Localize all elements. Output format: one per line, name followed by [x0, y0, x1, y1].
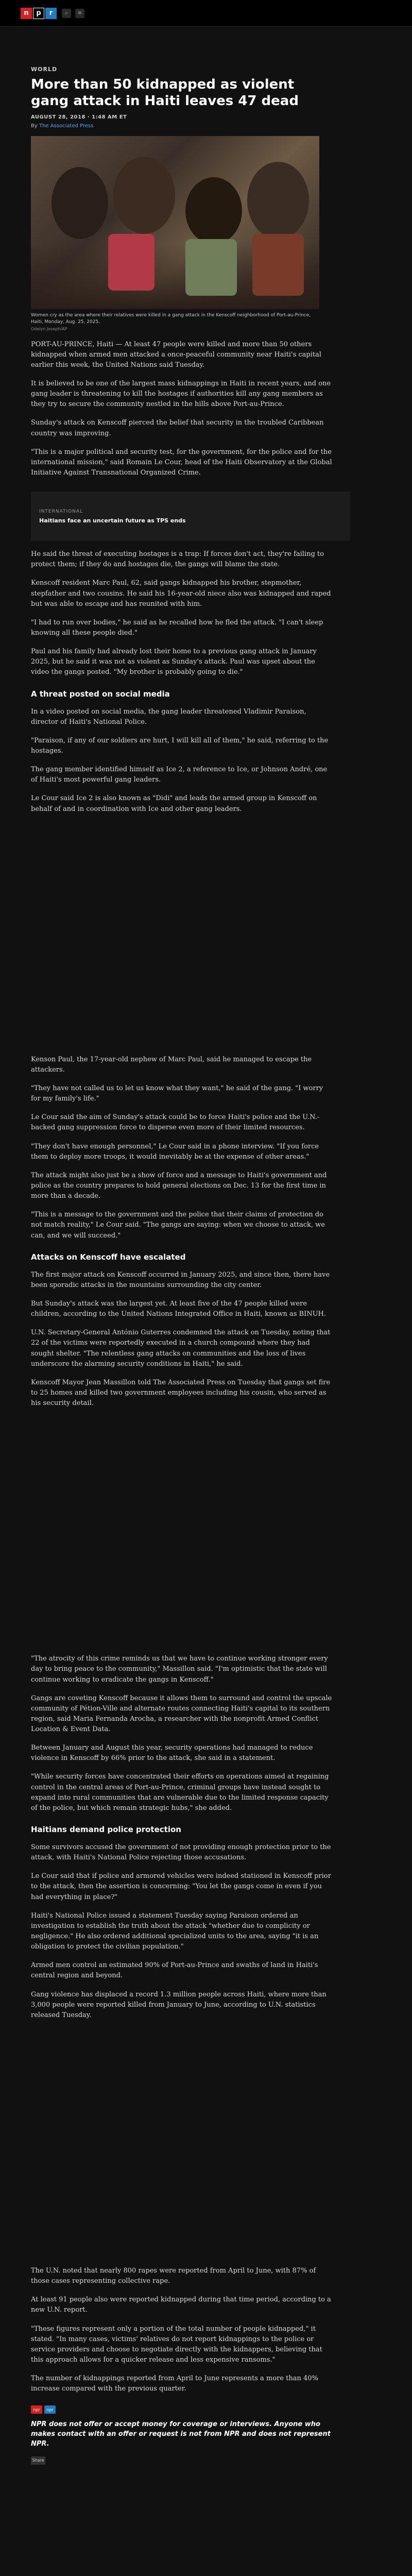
- embedded-media-placeholder: [31, 825, 350, 1046]
- photo-caption: Women cry as the area where their relatives were killed in a gang attack in the Kenscoff neighborhood of Port-au-Prince, Haiti, Monday, Aug. 25, 2025.: [31, 313, 311, 325]
- paragraph: The attack might also just be a show of force and a message to Haiti's government and police as the country prepares to hold general elections on Dec. 13 for the first time in more than a decade.: [31, 1171, 327, 1200]
- embedded-media-placeholder: [31, 1419, 350, 1646]
- top-bar: [0, 0, 412, 27]
- article-date: AUGUST 28, 2018 · 1:48 AM ET: [31, 114, 127, 121]
- paragraph: The first major attack on Kenscoff occurred in January 2025, and since then, there have been sporadic attacks in the mountains surrounding the city center.: [31, 1270, 330, 1289]
- subheading: Haitians demand police protection: [31, 1825, 181, 1835]
- paragraph: Le Cour said the aim of Sunday's attack could be to force Haiti's police and the U.N.-backed gang suppression force to disperse even more of their limited resources.: [31, 1113, 320, 1132]
- paragraph: Armed men control an estimated 90% of Port-au-Prince and swaths of land in Haiti's central region and beyond.: [31, 1961, 318, 1980]
- paragraph: Gang violence has displaced a record 1.3 million people across Haiti, where more than 3,000 people were reported killed from January to June, according to U.N. statistics released Tuesday.: [31, 1990, 327, 2019]
- paragraph: Sunday's attack on Kenscoff pierced the belief that security in the troubled Caribbean country was improving.: [31, 419, 324, 437]
- promo-title[interactable]: Haitians face an uncertain future as TPS ends: [39, 517, 186, 524]
- share-row: [31, 2405, 384, 2414]
- paragraph: The gang member identified himself as Ice 2, a reference to Ice, or Johnson André, one of Haiti's most powerful gang leaders.: [31, 766, 328, 784]
- byline-author-link[interactable]: The Associated Press: [39, 123, 94, 129]
- paragraph: But Sunday's attack was the largest yet. At least five of the 47 people killed were children, according to the United Nations Integrated Office in Haiti, known as BINUH.: [31, 1299, 327, 1318]
- promo-kicker: INTERNATIONAL: [39, 509, 83, 514]
- subheading: Attacks on Kenscoff have escalated: [31, 1252, 186, 1262]
- paragraph: Gangs are coveting Kenscoff because it allows them to surround and control the upscale community of Pétion-Ville and alternate routes connecting Haiti's capital to its southern region, said Maria Fernanda Arocha, a researcher with the nonprofit Armed Conflict Location & Event Data.: [31, 1694, 332, 1734]
- npr-logo[interactable]: [21, 8, 57, 19]
- article-title: More than 50 kidnapped as violent gang attack in Haiti leaves 47 dead: [31, 77, 299, 109]
- paragraph: "This is a major political and security test, for the government, for the police and for the international mission," said Romain Le Cour, head of the Haiti Observatory at the Global Initiative Against Transnational Organized Crime.: [31, 448, 332, 477]
- subheading: A threat posted on social media: [31, 689, 170, 699]
- paragraph: Kenson Paul, the 17-year-old nephew of Marc Paul, said he managed to escape the attackers.: [31, 1055, 312, 1074]
- byline: [31, 123, 384, 129]
- paragraph: "They don't have enough personnel," Le Cour said in a phone interview. "If you force them to deploy more troops, it would inevitably be at the expense of other areas.": [31, 1142, 319, 1161]
- paragraph: U.N. Secretary-General António Guterres condemned the attack on Tuesday, noting that 22 of the victims were reportedly executed in a church compound where they had sought shelter. "The relentless gang attacks on communities and the loss of lives underscore the alarming security conditions in Haiti," he said.: [31, 1329, 331, 1368]
- paragraph: At least 91 people also were reported kidnapped during that time period, according to a new U.N. report.: [31, 2296, 331, 2314]
- paragraph: "While security forces have concentrated their efforts on operations aimed at regaining control in the central areas of Port-au-Prince, criminal groups have instead sought to expand into rural communities that are vulnerable due to the limited response capacity of the police, but which remain strategic hubs," she added.: [31, 1773, 329, 1812]
- paragraph: "Paraison, if any of our soldiers are hurt, I will kill all of them," he said, referring to the hostages.: [31, 736, 329, 755]
- paragraph: Haiti's National Police issued a statement Tuesday saying Paraison ordered an investigation to establish the truth about the attack "whether due to complicity or negligence." He also ordered additional specialized units to the area, saying "it is an obligation to protect the civilian population.": [31, 1911, 319, 1951]
- paragraph: The U.N. noted that nearly 800 rapes were reported from April to June, with 87% of those cases representing collective rape.: [31, 2267, 316, 2285]
- article-container: [0, 66, 412, 2465]
- share-button[interactable]: Share: [31, 2456, 45, 2465]
- paragraph: Le Cour said that if police and armored vehicles were indeed stationed in Kenscoff prior to the attack, then the assertion is concerning: "You let the gangs come in even if you had everything in place?": [31, 1872, 331, 1901]
- paragraph: Kenscoff resident Marc Paul, 62, said gangs kidnapped his brother, stepmother, stepfather and two cousins. He said his 16-year-old niece also was kidnapped and raped but was able to escape and has reunited with him.: [31, 579, 331, 608]
- paragraph: "The atrocity of this crime reminds us that we have to continue working stronger every day to bring peace to the community," Massillon said. "I'm optimistic that the state will continue working to eradicate the gangs in Kenscoff.": [31, 1655, 328, 1684]
- paragraph: "This is a message to the government and the police that their claims of protection do not match reality," Le Cour said. "The gangs are saying: when we choose to attack, we can, and we will succeed.": [31, 1211, 325, 1240]
- search-icon[interactable]: ⌕: [62, 9, 71, 18]
- paragraph: PORT-AU-PRINCE, Haiti — At least 47 people were killed and more than 50 others kidnapped when armed men attacked a once-peaceful community near Haiti's capital earlier this week, the United Nations said Tuesday.: [31, 340, 322, 369]
- related-story-promo[interactable]: [31, 492, 350, 541]
- logo-letter-r: r: [45, 8, 57, 19]
- lead-photo: [31, 136, 319, 309]
- npr-badge[interactable]: npr: [31, 2405, 42, 2414]
- section-label[interactable]: WORLD: [31, 66, 58, 73]
- paragraph: "I had to run over bodies," he said as he recalled how he fled the attack. "I can't sleep knowing all these people died.": [31, 618, 323, 637]
- paragraph: "They have not called us to let us know what they want," he said of the gang. "I worry for my family's life.": [31, 1084, 323, 1103]
- menu-icon[interactable]: ≡: [75, 9, 84, 18]
- logo-letter-p: p: [33, 8, 44, 19]
- paragraph: Kenscoff Mayor Jean Massillon told The Associated Press on Tuesday that gangs set fire to 25 homes and killed two government employees including his cousin, who served as his security detail.: [31, 1378, 331, 1408]
- paragraph: "These figures represent only a portion of the total number of people kidnapped," it stated. "In many cases, victims' relatives do not report kidnappings to the police or service providers and choose to negotiate directly with the kidnappers, believing that this approach allows for a quicker release and less expensive ransoms.": [31, 2325, 322, 2364]
- paragraph: He said the threat of executing hostages is a trap: If forces don't act, they're failing to protect them; if they do and hostages die, the gangs will blame the state.: [31, 550, 324, 569]
- paragraph: Some survivors accused the government of not providing enough protection prior to the attack, with Haiti's National Police rejecting those accusations.: [31, 1843, 331, 1862]
- paragraph: Paul and his family had already lost their home to a previous gang attack in January 2025, but he said it was not as violent as Sunday's attack. Paul was upset about the video the gangs posted. "My brother is probably going to die.": [31, 648, 317, 676]
- byline-prefix: By: [31, 123, 38, 129]
- paragraph: The number of kidnappings reported from April to June represents a more than 40% increase compared with the previous quarter.: [31, 2375, 318, 2393]
- photo-credit: Odelyn Joseph/AP: [31, 326, 67, 331]
- paragraph: Le Cour said Ice 2 is also known as "Didi" and leads the armed group in Kenscoff on behalf of and in coordination with Ice and other gang leaders.: [31, 794, 317, 813]
- embedded-media-placeholder: [31, 2031, 350, 2258]
- npr-badge[interactable]: npr: [44, 2405, 56, 2414]
- paragraph: It is believed to be one of the largest mass kidnappings in Haiti in recent years, and one gang leader is threatening to kill the hostages if authorities kill any gang members as they try to secure the community nestled in the hills above Port-au-Prince.: [31, 380, 331, 409]
- paragraph: In a video posted on social media, the gang leader threatened Vladimir Paraison, director of Haiti's National Police.: [31, 707, 306, 726]
- paragraph: Between January and August this year, security operations had managed to reduce violence in Kenscoff by 66% prior to the attack, she said in a statement.: [31, 1744, 313, 1762]
- ethics-disclaimer: NPR does not offer or accept money for coverage or interviews. Anyone who makes contact with an offer or request is not from NPR and does not represent NPR.: [31, 2420, 331, 2448]
- logo-letter-n: n: [21, 8, 32, 19]
